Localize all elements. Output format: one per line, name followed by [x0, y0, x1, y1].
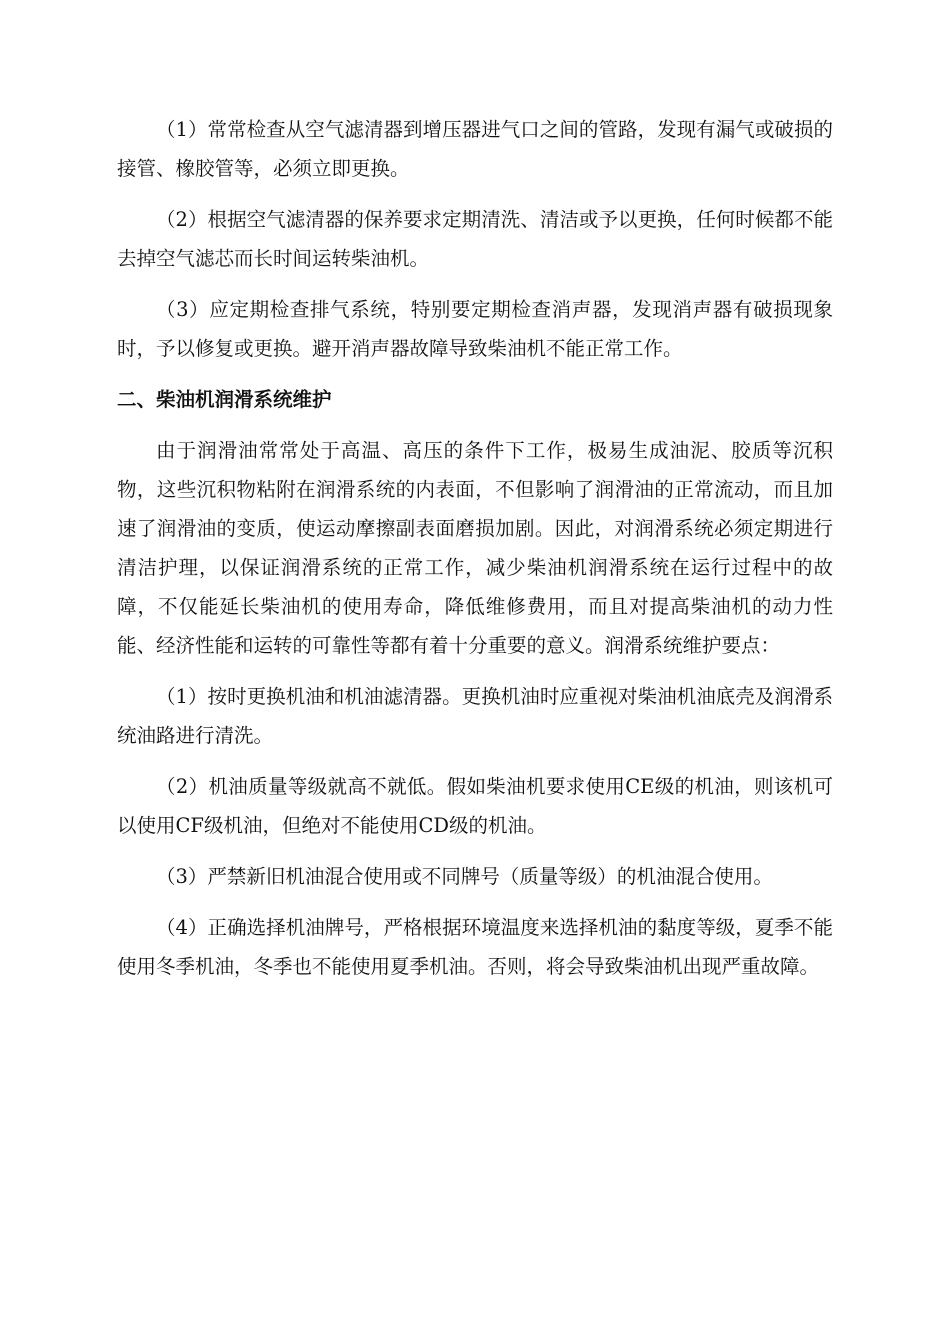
- air-system-item-3: （3）应定期检查排气系统，特别要定期检查消声器，发现消声器有破损现象时，予以修复或更换。避开消声器故障导致柴油机不能正常工作。: [117, 298, 833, 360]
- air-system-item-2: （2）根据空气滤清器的保养要求定期清洗、清洁或予以更换，任何时候都不能去掉空气滤芯而长时间运转柴油机。: [117, 208, 833, 270]
- lubrication-item-1: （1）按时更换机油和机油滤清器。更换机油时应重视对柴油机油底壳及润滑系统油路进行清洗。: [117, 685, 833, 747]
- lubrication-intro-paragraph: 由于润滑油常常处于高温、高压的条件下工作，极易生成油泥、胶质等沉积物，这些沉积物粘附在润滑系统的内表面，不但影响了润滑油的正常流动，而且加速了润滑油的变质，使运动摩擦副表面磨损加剧。因此，对润滑系统必须定期进行清洁护理，以保证润滑系统的正常工作，减少柴油机润滑系统在运行过程中的故障，不仅能延长柴油机的使用寿命，降低维修费用，而且对提高柴油机的动力性能、经济性能和运转的可靠性等都有着十分重要的意义。润滑系统维护要点：: [117, 439, 833, 657]
- lubrication-item-3: （3）严禁新旧机油混合使用或不同牌号（质量等级）的机油混合使用。: [156, 865, 773, 888]
- air-system-item-1: （1）常常检查从空气滤清器到增压器进气口之间的管路，发现有漏气或破损的接管、橡胶管等，必须立即更换。: [117, 118, 833, 180]
- section-heading-lubrication: 二、柴油机润滑系统维护: [117, 388, 332, 411]
- lubrication-item-4: （4）正确选择机油牌号，严格根据环境温度来选择机油的黏度等级，夏季不能使用冬季机油，冬季也不能使用夏季机油。否则，将会导致柴油机出现严重故障。: [117, 916, 833, 978]
- lubrication-item-2: （2）机油质量等级就高不就低。假如柴油机要求使用CE级的机油，则该机可以使用CF级机油，但绝对不能使用CD级的机油。: [117, 775, 833, 837]
- document-body: [117, 110, 833, 998]
